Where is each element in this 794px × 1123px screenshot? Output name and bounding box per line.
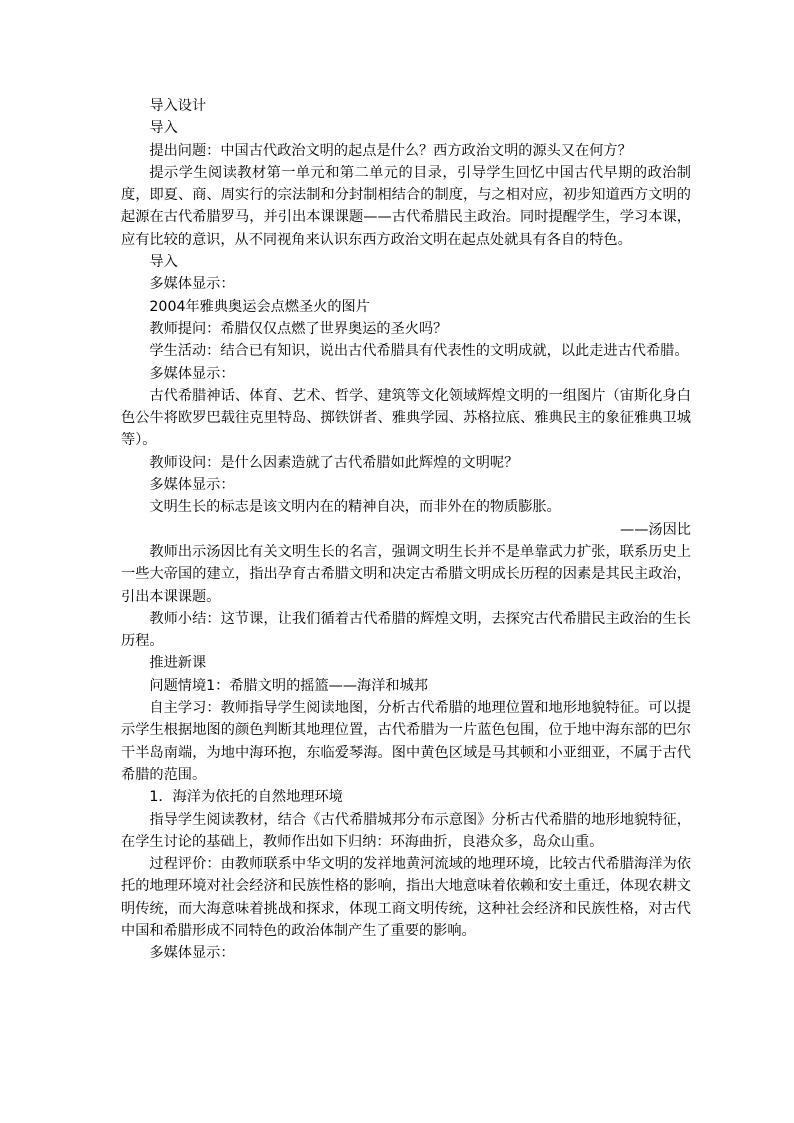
paragraph: 过程评价：由教师联系中华文明的发祥地黄河流域的地理环境，比较古代希腊海洋为依托的地理环境对社会经济和民族性格的影响，指出大地意味着依赖和安土重迁，体现农耕文明传统，而大海意味着挑战和探求，体现工商文明传统，这种社会经济和民族性格，对古代中国和希腊形成不同特色的政治体制产生了重要的影响。 [121,856,691,939]
quote: 文明生长的标志是该文明内在的精神自决，而非外在的物质膨胀。 [149,499,561,516]
paragraph: 教师出示汤因比有关文明生长的名言，强调文明生长并不是单靠武力扩张，联系历史上一些大帝国的建立，指出孕育古希腊文明和决定古希腊文明成长历程的因素是其民主政治，引出本课课题。 [121,543,691,605]
paragraph: 2004年雅典奥运会点燃圣火的图片 [149,298,370,315]
paragraph: 多媒体显示： [149,276,235,293]
document-body [121,95,691,965]
paragraph: 提出问题：中国古代政治文明的起点是什么？西方政治文明的源头又在何方？ [149,142,632,159]
paragraph: 学生活动：结合已有知识，说出古代希腊具有代表性的文明成就，以此走进古代希腊。 [149,343,689,360]
paragraph: 自主学习：教师指导学生阅读地图，分析古代希腊的地理位置和地形地貌特征。可以提示学生根据地图的颜色判断其地理位置，古代希腊为一片蓝色包围，位于地中海东部的巴尔干半岛南端，为地中海环抱，东临爱琴海。图中黄色区域是马其顿和小亚细亚，不属于古代希腊的范围。 [121,700,691,783]
paragraph: 指导学生阅读教材，结合《古代希腊城邦分布示意图》分析古代希腊的地形地貌特征，在学生讨论的基础上，教师作出如下归纳：环海曲折，良港众多，岛众山重。 [121,811,691,850]
paragraph: 古代希腊神话、体育、艺术、哲学、建筑等文化领域辉煌文明的一组图片（宙斯化身白色公牛将欧罗巴载往克里特岛、掷铁饼者、雅典学园、苏格拉底、雅典民主的象征雅典卫城等）。 [121,387,691,449]
quote-attribution: ——汤因比 [620,521,691,538]
subheading: 导入 [149,120,178,137]
subheading: 问题情境1：希腊文明的摇篮——海洋和城邦 [149,677,428,694]
subheading: 推进新课 [149,655,207,672]
subheading: 导入 [149,254,178,271]
paragraph: 提示学生阅读教材第一单元和第二单元的目录，引导学生回忆中国古代早期的政治制度，即夏、商、周实行的宗法制和分封制相结合的制度，与之相对应，初步知道西方文明的起源在古代希腊罗马，并引出本课课题——古代希腊民主政治。同时提醒学生，学习本课，应有比较的意识，从不同视角来认识东西方政治文明在起点处就具有各自的特色。 [121,164,691,248]
paragraph: 教师小结：这节课，让我们循着古代希腊的辉煌文明，去探究古代希腊民主政治的生长历程。 [121,610,691,650]
paragraph: 教师提问：希腊仅仅点燃了世界奥运的圣火吗？ [149,320,448,337]
paragraph: 多媒体显示： [149,365,235,382]
paragraph: 多媒体显示： [149,945,235,962]
subheading: 1．海洋为依托的自然地理环境 [149,789,343,806]
paragraph: 多媒体显示： [149,477,235,494]
section-heading: 导入设计 [149,98,207,114]
paragraph: 教师设问：是什么因素造就了古代希腊如此辉煌的文明呢？ [149,454,519,471]
